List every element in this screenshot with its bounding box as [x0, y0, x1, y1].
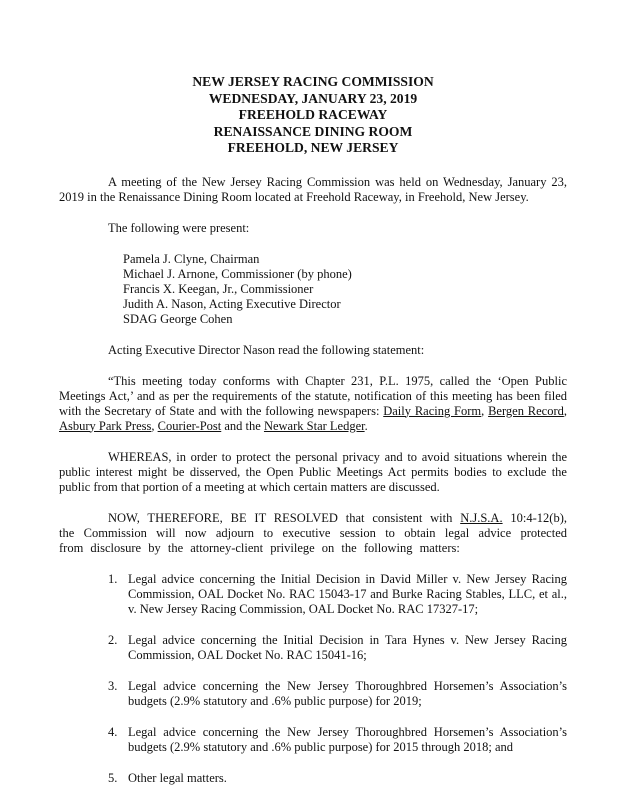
statement-paragraph: “This meeting today conforms with Chapter 231, P.L. 1975, called the ‘Open Public Meetings Act,’ and as per the requirements of the statute, notification of this meeting has been filed with the Secretary of State and with the following newspapers: Daily Racing Form, Bergen Record, Asbury Park Press, Courier-Post and the Newark Star Ledger.: [59, 373, 568, 433]
matter-number: 5.: [108, 770, 118, 785]
matter-text: Legal advice concerning the New Jersey Thoroughbred Horsemen’s Association’s budgets (2.9% statutory and .6% public purpose) for 2015 through 2018; and: [128, 724, 567, 754]
matter-number: 4.: [108, 724, 118, 739]
header-date: WEDNESDAY, JANUARY 23, 2019: [208, 90, 418, 106]
header-room: RENAISSANCE DINING ROOM: [213, 123, 413, 139]
matter-item: [59, 572, 567, 617]
matter-item: [59, 771, 567, 786]
newspaper-courier-post: Courier-Post: [157, 418, 222, 433]
newspaper-asbury-park-press: Asbury Park Press: [59, 418, 152, 433]
matter-number: 2.: [108, 632, 118, 647]
matter-item: [59, 679, 567, 709]
intro-paragraph: A meeting of the New Jersey Racing Commission was held on Wednesday, January 23, 2019 in the Renaissance Dining Room located at Freehold Raceway, in Freehold, New Jersey.: [59, 174, 567, 204]
matter-text: Legal advice concerning the Initial Decision in Tara Hynes v. New Jersey Racing Commission, OAL Docket No. RAC 15041-16;: [128, 632, 567, 662]
matters-list: [59, 572, 567, 786]
attendee-item: Francis X. Keegan, Jr., Commissioner: [123, 281, 314, 296]
newspaper-daily-racing-form: Daily Racing Form: [383, 403, 482, 418]
statement-text: “This meeting today conforms with Chapter 231, P.L. 1975, called the ‘Open Public Meetings Act,’ and as per the requirements of the statute, notification of this meeting has been filed with the Secretary of State and with the following newspapers:: [59, 373, 567, 418]
matter-text: Legal advice concerning the New Jersey Thoroughbred Horsemen’s Association’s budgets (2.9% statutory and .6% public purpose) for 2019;: [128, 678, 567, 708]
matter-item: [59, 725, 567, 755]
matter-number: 3.: [108, 678, 118, 693]
document-header: [59, 74, 567, 157]
resolved-text: NOW, THEREFORE, BE IT RESOLVED that consistent with: [108, 510, 461, 525]
statement-intro: Acting Executive Director Nason read the following statement:: [108, 342, 425, 357]
matter-number: 1.: [108, 571, 118, 586]
attendee-item: Pamela J. Clyne, Chairman: [123, 251, 260, 266]
attendee-item: SDAG George Cohen: [123, 311, 233, 326]
header-location: FREEHOLD, NEW JERSEY: [227, 140, 399, 155]
statute-reference: N.J.S.A.: [460, 510, 503, 525]
newspaper-newark-star-ledger: Newark Star Ledger: [263, 418, 365, 433]
header-venue: FREEHOLD RACEWAY: [238, 107, 388, 122]
matter-text: Other legal matters.: [128, 770, 227, 785]
attendee-item: Michael J. Arnone, Commissioner (by phone): [123, 266, 352, 281]
resolved-text-continued: 10:4-12(b), the Commission will now adjourn to executive session to obtain legal advice protected from disclosure by the attorney-client privilege on the following matters:: [59, 510, 567, 555]
resolved-paragraph: [59, 511, 567, 556]
document-page: [59, 74, 567, 802]
matter-item: [59, 633, 567, 663]
whereas-paragraph: WHEREAS, in order to protect the personal privacy and to avoid situations wherein the public interest might be disserved, the Open Public Meetings Act permits bodies to exclude the public from that portion of a meeting at which certain matters are discussed.: [59, 449, 567, 494]
header-organization: NEW JERSEY RACING COMMISSION: [192, 74, 434, 89]
matter-text: Legal advice concerning the Initial Decision in David Miller v. New Jersey Racing Commission, OAL Docket No. RAC 15043-17 and Burke Racing Stables, LLC, et al., v. New Jersey Racing Commission, OAL Docket No. RAC 17327-17;: [128, 571, 567, 616]
newspaper-bergen-record: Bergen Record: [488, 403, 564, 418]
attendee-list: [123, 252, 567, 327]
present-intro: The following were present:: [108, 220, 250, 235]
attendee-item: Judith A. Nason, Acting Executive Director: [123, 296, 341, 311]
